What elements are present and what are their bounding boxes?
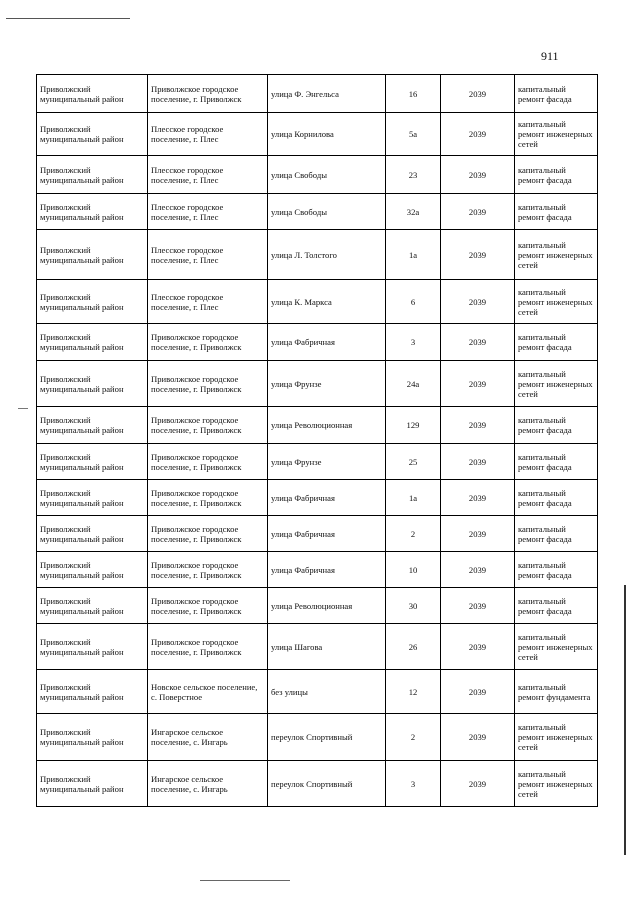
scan-edge-right	[624, 585, 626, 855]
work-type-cell: капитальный ремонт фасада	[515, 552, 598, 588]
district-cell: Приволжский муниципальный район	[37, 280, 148, 324]
house-number-cell: 32а	[386, 194, 441, 230]
table-row	[37, 624, 598, 670]
year-cell: 2039	[441, 230, 515, 280]
table-row	[37, 516, 598, 552]
street-cell: улица Революционная	[268, 407, 386, 444]
year-cell: 2039	[441, 552, 515, 588]
table-row	[37, 156, 598, 194]
settlement-cell: Приволжское городское поселение, г. Приволжск	[148, 588, 268, 624]
year-cell: 2039	[441, 761, 515, 807]
district-cell: Приволжский муниципальный район	[37, 444, 148, 480]
table-row	[37, 407, 598, 444]
district-cell: Приволжский муниципальный район	[37, 480, 148, 516]
house-number-cell: 1а	[386, 480, 441, 516]
house-number-cell: 2	[386, 516, 441, 552]
work-type-cell: капитальный ремонт фасада	[515, 516, 598, 552]
scan-mark-left	[18, 408, 28, 409]
scan-line-top	[6, 18, 130, 19]
year-cell: 2039	[441, 714, 515, 761]
settlement-cell: Приволжское городское поселение, г. Приволжск	[148, 516, 268, 552]
street-cell: улица К. Маркса	[268, 280, 386, 324]
street-cell: улица Ф. Энгельса	[268, 75, 386, 113]
district-cell: Приволжский муниципальный район	[37, 194, 148, 230]
settlement-cell: Новское сельское поселение, с. Поверстное	[148, 670, 268, 714]
street-cell: переулок Спортивный	[268, 761, 386, 807]
district-cell: Приволжский муниципальный район	[37, 761, 148, 807]
house-number-cell: 12	[386, 670, 441, 714]
work-type-cell: капитальный ремонт инженерных сетей	[515, 113, 598, 156]
table-row	[37, 588, 598, 624]
table-row	[37, 714, 598, 761]
street-cell: улица Фрунзе	[268, 444, 386, 480]
work-type-cell: капитальный ремонт фасада	[515, 75, 598, 113]
settlement-cell: Приволжское городское поселение, г. Приволжск	[148, 361, 268, 407]
work-type-cell: капитальный ремонт фасада	[515, 324, 598, 361]
settlement-cell: Плесское городское поселение, г. Плес	[148, 113, 268, 156]
house-number-cell: 1а	[386, 230, 441, 280]
scan-line-bottom	[200, 880, 290, 881]
year-cell: 2039	[441, 407, 515, 444]
settlement-cell: Приволжское городское поселение, г. Приволжск	[148, 444, 268, 480]
work-type-cell: капитальный ремонт фасада	[515, 588, 598, 624]
district-cell: Приволжский муниципальный район	[37, 324, 148, 361]
street-cell: улица Фабричная	[268, 552, 386, 588]
house-number-cell: 2	[386, 714, 441, 761]
year-cell: 2039	[441, 75, 515, 113]
housing-repair-table	[36, 74, 598, 807]
house-number-cell: 6	[386, 280, 441, 324]
table-row	[37, 230, 598, 280]
work-type-cell: капитальный ремонт инженерных сетей	[515, 624, 598, 670]
district-cell: Приволжский муниципальный район	[37, 588, 148, 624]
street-cell: без улицы	[268, 670, 386, 714]
work-type-cell: капитальный ремонт фундамента	[515, 670, 598, 714]
table-row	[37, 552, 598, 588]
settlement-cell: Плесское городское поселение, г. Плес	[148, 280, 268, 324]
year-cell: 2039	[441, 516, 515, 552]
settlement-cell: Плесское городское поселение, г. Плес	[148, 194, 268, 230]
house-number-cell: 5а	[386, 113, 441, 156]
table-row	[37, 324, 598, 361]
street-cell: улица Шагова	[268, 624, 386, 670]
table-row	[37, 361, 598, 407]
street-cell: улица Фабричная	[268, 324, 386, 361]
house-number-cell: 10	[386, 552, 441, 588]
district-cell: Приволжский муниципальный район	[37, 714, 148, 761]
table-row	[37, 670, 598, 714]
house-number-cell: 26	[386, 624, 441, 670]
district-cell: Приволжский муниципальный район	[37, 552, 148, 588]
work-type-cell: капитальный ремонт инженерных сетей	[515, 761, 598, 807]
street-cell: улица Л. Толстого	[268, 230, 386, 280]
year-cell: 2039	[441, 588, 515, 624]
district-cell: Приволжский муниципальный район	[37, 361, 148, 407]
street-cell: улица Корнилова	[268, 113, 386, 156]
house-number-cell: 3	[386, 324, 441, 361]
work-type-cell: капитальный ремонт инженерных сетей	[515, 361, 598, 407]
house-number-cell: 30	[386, 588, 441, 624]
page-number: 911	[541, 49, 559, 63]
street-cell: улица Революционная	[268, 588, 386, 624]
district-cell: Приволжский муниципальный район	[37, 75, 148, 113]
table-row	[37, 444, 598, 480]
settlement-cell: Плесское городское поселение, г. Плес	[148, 230, 268, 280]
settlement-cell: Приволжское городское поселение, г. Приволжск	[148, 552, 268, 588]
house-number-cell: 16	[386, 75, 441, 113]
house-number-cell: 24а	[386, 361, 441, 407]
street-cell: переулок Спортивный	[268, 714, 386, 761]
work-type-cell: капитальный ремонт инженерных сетей	[515, 280, 598, 324]
district-cell: Приволжский муниципальный район	[37, 624, 148, 670]
work-type-cell: капитальный ремонт фасада	[515, 444, 598, 480]
year-cell: 2039	[441, 194, 515, 230]
house-number-cell: 3	[386, 761, 441, 807]
work-type-cell: капитальный ремонт инженерных сетей	[515, 714, 598, 761]
district-cell: Приволжский муниципальный район	[37, 670, 148, 714]
settlement-cell: Ингарское сельское поселение, с. Ингарь	[148, 714, 268, 761]
district-cell: Приволжский муниципальный район	[37, 113, 148, 156]
year-cell: 2039	[441, 156, 515, 194]
table-row	[37, 761, 598, 807]
year-cell: 2039	[441, 444, 515, 480]
district-cell: Приволжский муниципальный район	[37, 516, 148, 552]
settlement-cell: Приволжское городское поселение, г. Приволжск	[148, 624, 268, 670]
settlement-cell: Приволжское городское поселение, г. Приволжск	[148, 75, 268, 113]
work-type-cell: капитальный ремонт фасада	[515, 194, 598, 230]
house-number-cell: 25	[386, 444, 441, 480]
year-cell: 2039	[441, 361, 515, 407]
work-type-cell: капитальный ремонт фасада	[515, 407, 598, 444]
house-number-cell: 23	[386, 156, 441, 194]
street-cell: улица Свободы	[268, 156, 386, 194]
table-row	[37, 280, 598, 324]
house-number-cell: 129	[386, 407, 441, 444]
year-cell: 2039	[441, 670, 515, 714]
street-cell: улица Фабричная	[268, 516, 386, 552]
street-cell: улица Фабричная	[268, 480, 386, 516]
table-row	[37, 113, 598, 156]
work-type-cell: капитальный ремонт инженерных сетей	[515, 230, 598, 280]
settlement-cell: Ингарское сельское поселение, с. Ингарь	[148, 761, 268, 807]
year-cell: 2039	[441, 324, 515, 361]
settlement-cell: Приволжское городское поселение, г. Приволжск	[148, 324, 268, 361]
district-cell: Приволжский муниципальный район	[37, 156, 148, 194]
street-cell: улица Свободы	[268, 194, 386, 230]
year-cell: 2039	[441, 624, 515, 670]
settlement-cell: Плесское городское поселение, г. Плес	[148, 156, 268, 194]
district-cell: Приволжский муниципальный район	[37, 230, 148, 280]
district-cell: Приволжский муниципальный район	[37, 407, 148, 444]
work-type-cell: капитальный ремонт фасада	[515, 480, 598, 516]
table-row	[37, 194, 598, 230]
table-row	[37, 480, 598, 516]
settlement-cell: Приволжское городское поселение, г. Приволжск	[148, 480, 268, 516]
year-cell: 2039	[441, 480, 515, 516]
year-cell: 2039	[441, 113, 515, 156]
table-row	[37, 75, 598, 113]
settlement-cell: Приволжское городское поселение, г. Приволжск	[148, 407, 268, 444]
year-cell: 2039	[441, 280, 515, 324]
street-cell: улица Фрунзе	[268, 361, 386, 407]
work-type-cell: капитальный ремонт фасада	[515, 156, 598, 194]
